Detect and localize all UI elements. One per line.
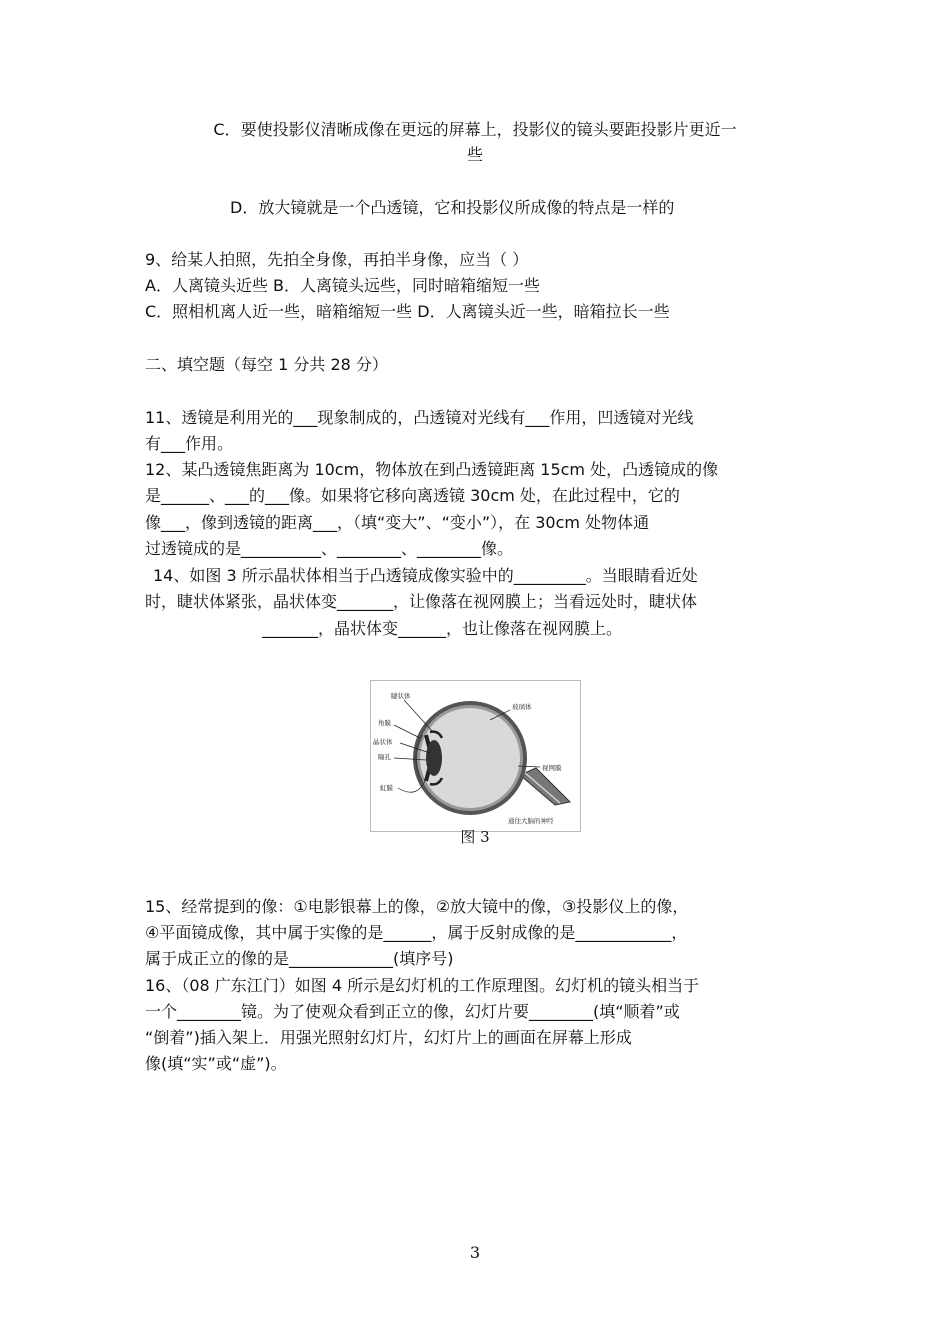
label-ciliary: 睫状体: [391, 692, 411, 700]
q15-line2: ④平面镜成像，其中属于实像的是______，属于反射成像的是____________，: [145, 923, 688, 942]
section2-title: 二、填空题（每空 1 分共 28 分）: [145, 355, 388, 374]
q8-option-c-line1: C．要使投影仪清晰成像在更远的屏幕上，投影仪的镜头要距投影片更近一: [213, 120, 737, 139]
label-nerve: 通往大脑的神经: [508, 817, 554, 825]
label-lens: 晶状体: [373, 738, 393, 746]
q11-line1: 11、透镜是利用光的___现象制成的，凸透镜对光线有___作用，凹透镜对光线: [145, 408, 694, 427]
q16-line4: 像(填“实”或“虚”)。: [145, 1054, 287, 1073]
q16-line2: 一个________镜。为了使观众看到正立的像，幻灯片要________(填“顺着”或: [145, 1002, 680, 1021]
q14-line2: 时，睫状体紧张，晶状体变_______，让像落在视网膜上；当看远处时，睫状体: [145, 592, 698, 611]
label-retina: 视网膜: [542, 764, 562, 772]
q11-line2: 有___作用。: [145, 434, 234, 453]
q9-options-cd: C．照相机离人近一些，暗箱缩短一些 D．人离镜头近一些，暗箱拉长一些: [145, 302, 670, 321]
q12-line4: 过透镜成的是__________、________、________像。: [145, 539, 514, 558]
lens-shape: [426, 740, 442, 776]
q8-option-c-line2: 些: [466, 145, 483, 164]
q9-options-ab: A．人离镜头近些 B．人离镜头远些，同时暗箱缩短一些: [145, 276, 541, 295]
label-cornea: 角膜: [378, 719, 391, 727]
label-vitreous: 玻璃体: [512, 703, 532, 711]
q15-line3: 属于成正立的像的是_____________(填序号): [145, 949, 454, 968]
q12-line2: 是______、___的___像。如果将它移向离透镜 30cm 处，在此过程中，它的: [145, 486, 680, 505]
label-iris: 虹膜: [380, 784, 393, 792]
q12-line3: 像___，像到透镜的距离___，（填“变大”、“变小”），在 30cm 处物体通: [145, 513, 650, 532]
q12-line1: 12、某凸透镜焦距离为 10cm，物体放在到凸透镜距离 15cm 处，凸透镜成的像: [145, 460, 719, 479]
q15-line1: 15、经常提到的像：①电影银幕上的像，②放大镜中的像，③投影仪上的像，: [145, 897, 689, 916]
figure-caption: 图 3: [460, 828, 490, 846]
q16-line1: 16、（08 广东江门）如图 4 所示是幻灯机的工作原理图。幻灯机的镜头相当于: [145, 976, 700, 995]
q8-option-d: D．放大镜就是一个凸透镜，它和投影仪所成像的特点是一样的: [230, 198, 675, 217]
q16-line3: “倒着”)插入架上．用强光照射幻灯片，幻灯片上的画面在屏幕上形成: [145, 1028, 632, 1047]
label-pupil: 瞳孔: [378, 753, 391, 761]
page-number: 3: [469, 1243, 481, 1262]
q14-line3: _______，晶状体变______，也让像落在视网膜上。: [262, 619, 623, 638]
q9-stem: 9、给某人拍照，先拍全身像，再拍半身像，应当（ ）: [145, 250, 529, 269]
eye-diagram-figure: [370, 680, 581, 832]
q14-line1: 14、如图 3 所示晶状体相当于凸透镜成像实验中的_________。当眼睛看近处: [153, 566, 698, 585]
